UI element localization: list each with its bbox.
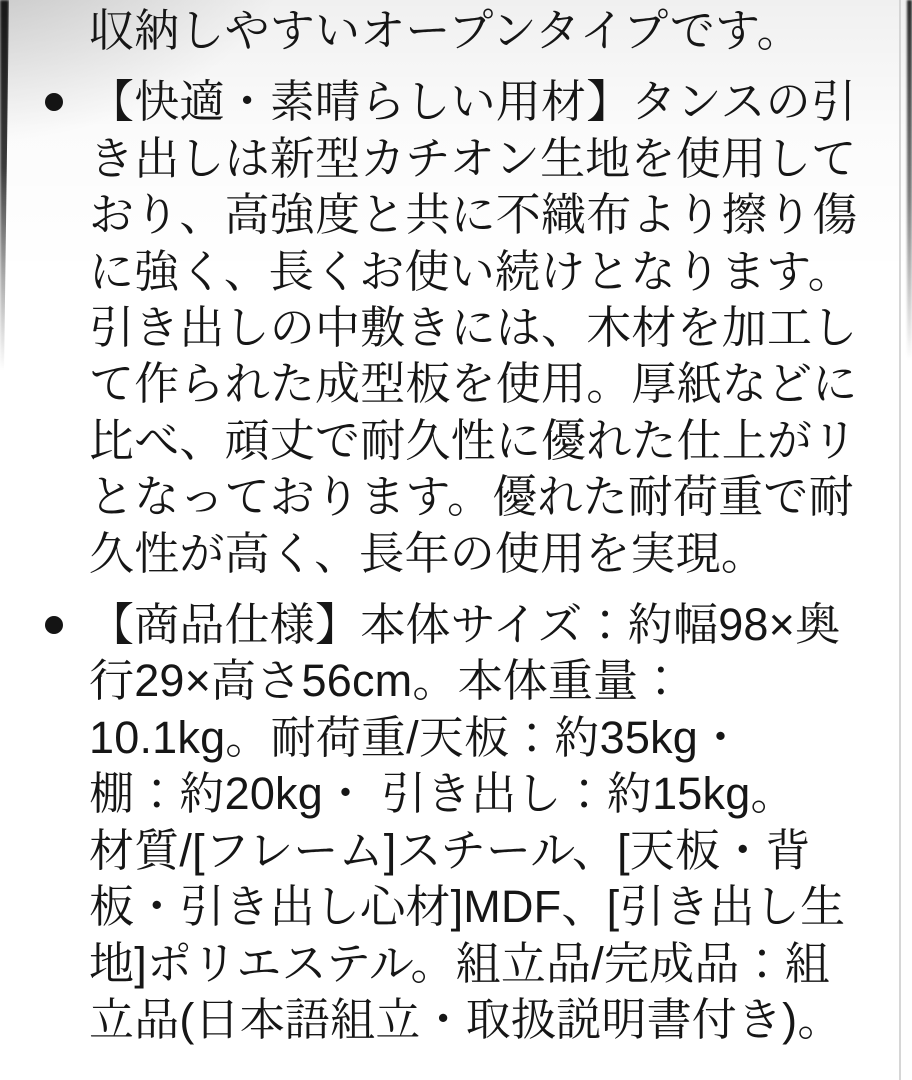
text-line: 久性が高く、長年の使用を実現。: [89, 527, 767, 579]
feature-bullet-item-materials: [89, 74, 869, 582]
feature-bullet-item-specs: [89, 597, 869, 1048]
text-line: 材質/[フレーム]スチール、[天板・背: [89, 824, 811, 876]
bullet-point-icon: [45, 93, 63, 111]
feature-bullet-item-continuation: [89, 3, 869, 59]
text-line: に強く、長くお使い続けとなります。: [89, 245, 853, 297]
text-line: 引き出しの中敷きには、木材を加工し: [89, 302, 858, 354]
text-line: 棚：約20kg・ 引き出し：約15kg。: [89, 768, 796, 820]
text-line: て作られた成型板を使用。厚紙などに: [89, 358, 858, 410]
screen-edge-shadow-left: [0, 0, 9, 370]
product-feature-bullets: [89, 3, 869, 1048]
right-divider-line: [899, 0, 901, 1080]
text-line: 10.1kg。耐荷重/天板：約35kg・: [89, 711, 744, 763]
text-line: き出しは新型カチオン生地を使用して: [89, 132, 857, 184]
text-line: 立品(日本語組立・取扱説明書付き)。: [89, 993, 843, 1045]
text-line: 比べ、頑丈で耐久性に優れた仕上がリ: [89, 414, 858, 466]
text-line: 板・引き出し心材]MDF、[引き出し生: [89, 881, 846, 933]
bullet-point-icon: [45, 616, 63, 634]
text-line: 収納しやすいオープンタイプです。: [89, 5, 802, 56]
text-line: となっております。優れた耐荷重で耐: [89, 471, 854, 523]
text-line: 行29×高さ56cm。本体重量：: [89, 655, 684, 707]
screen-edge-shadow-right: [907, 0, 912, 360]
text-line: おり、高強度と共に不織布より擦り傷: [89, 189, 858, 241]
text-line: 【快適・素晴らしい用材】タンスの引: [89, 76, 857, 128]
text-line: 地]ポリエステル。組立品/完成品：組: [89, 937, 830, 989]
text-line: 【商品仕様】本体サイズ：約幅98×奥: [89, 599, 841, 651]
